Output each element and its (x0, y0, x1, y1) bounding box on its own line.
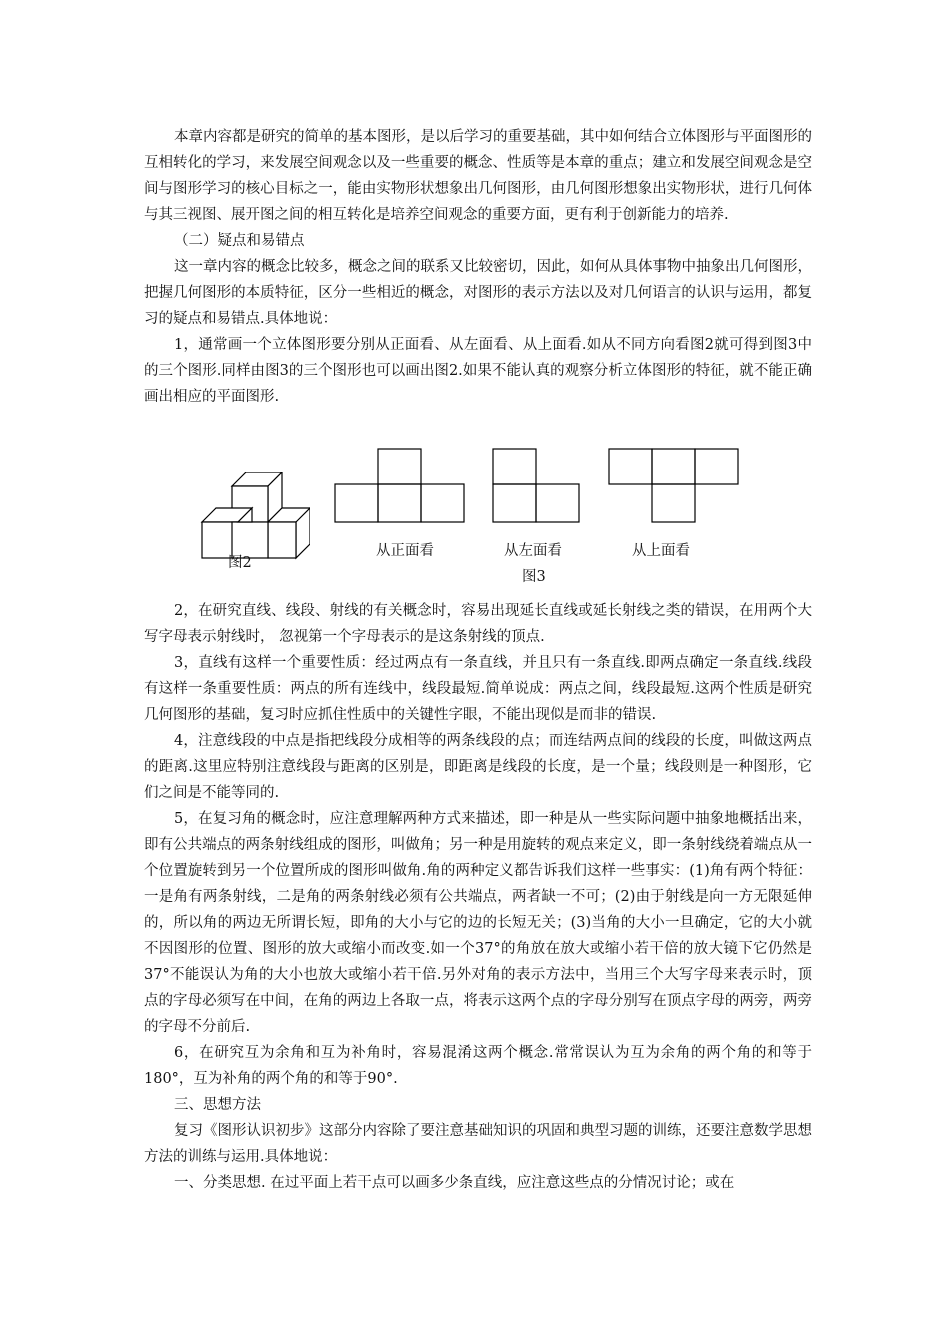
front-view-caption: 从正面看 (376, 543, 434, 559)
figure-views (186, 438, 756, 588)
paragraph: 本章内容都是研究的简单的基本图形，是以后学习的重要基础，其中如何结合立体图形与平面图形的互相转化的学习，来发展空间观念以及一些重要的概念、性质等是本章的重点；建立和发展空间观念是空间与图形学习的核心目标之一，能由实物形状想象出几何图形，由几何图形想象出实物形状，进行几何体与其三视图、展开图之间的相互转化是培养空间观念的重要方面，更有利于创新能力的培养. (144, 129, 812, 223)
text-block-top (144, 124, 812, 410)
paragraph: 5，在复习角的概念时，应注意理解两种方式来描述，即一种是从一些实际问题中抽象地概括出来，即有公共端点的两条射线组成的图形，叫做角；另一种是用旋转的观点来定义，即一条射线绕着端点从一个位置旋转到另一个位置所成的图形叫做角.角的两种定义都告诉我们这样一些事实：(1)角有两个特征：一是角有两条射线，二是角的两条射线必须有公共端点，两者缺一不可；(2)由于射线是向一方无限延伸的，所以角的两边无所谓长短，即角的大小与它的边的长短无关；(3)当角的大小一旦确定，它的大小就不因图形的位置、图形的放大或缩小而改变.如一个37°的角放在放大或缩小若干倍的放大镜下它仍然是37°不能误认为角的大小也放大或缩小若干倍.另外对角的表示方法中，当用三个大写字母来表示时，顶点的字母必须写在中间，在角的两边上各取一点，将表示这两个点的字母分别写在顶点字母的两旁，两旁的字母不分前后. (144, 811, 812, 1035)
top-view-diagram (608, 448, 742, 524)
cube-solid-figure (200, 472, 310, 562)
section-heading: （二）疑点和易错点 (174, 233, 305, 249)
text-block-bottom (144, 598, 812, 1196)
top-view-caption: 从上面看 (632, 543, 690, 559)
section-heading: 三、思想方法 (174, 1097, 261, 1113)
paragraph: 2，在研究直线、线段、射线的有关概念时，容易出现延长直线或延长射线之类的错误，在用两个大写字母表示射线时， 忽视第一个字母表示的是这条射线的顶点. (144, 603, 812, 645)
paragraph: 3，直线有这样一个重要性质：经过两点有一条直线，并且只有一条直线.即两点确定一条直线.线段有这样一条重要性质：两点的所有连线中，线段最短.简单说成：两点之间，线段最短.这两个性质是研究几何图形的基础，复习时应抓住性质中的关键性字眼，不能出现似是而非的错误. (144, 655, 812, 723)
left-view-caption: 从左面看 (504, 543, 562, 559)
paragraph: 6，在研究互为余角和互为补角时，容易混淆这两个概念.常常误认为互为余角的两个角的和等于180°，互为补角的两个角的和等于90°. (144, 1045, 812, 1087)
front-view-diagram (334, 448, 466, 524)
paragraph: 1，通常画一个立体图形要分别从正面看、从左面看、从上面看.如从不同方向看图2就可得到图3中的三个图形.同样由图3的三个图形也可以画出图2.如果不能认真的观察分析立体图形的特征，就不能正确画出相应的平面图形. (144, 337, 812, 405)
paragraph: 一、分类思想. 在过平面上若干点可以画多少条直线，应注意这些点的分情况讨论；或在 (174, 1175, 735, 1191)
fig2-caption: 图2 (228, 555, 252, 571)
paragraph: 4，注意线段的中点是指把线段分成相等的两条线段的点；而连结两点间的线段的长度，叫做这两点的距离.这里应特别注意线段与距离的区别是，即距离是线段的长度，是一个量；线段则是一种图形，它们之间是不能等同的. (144, 733, 812, 801)
paragraph: 这一章内容的概念比较多，概念之间的联系又比较密切，因此，如何从具体事物中抽象出几何图形，把握几何图形的本质特征，区分一些相近的概念，对图形的表示方法以及对几何语言的认识与运用，都复习的疑点和易错点.具体地说： (144, 259, 812, 327)
paragraph: 复习《图形认识初步》这部分内容除了要注意基础知识的巩固和典型习题的训练，还要注意数学思想方法的训练与运用.具体地说： (144, 1123, 812, 1165)
fig3-caption: 图3 (522, 569, 546, 585)
left-view-diagram (492, 448, 584, 524)
